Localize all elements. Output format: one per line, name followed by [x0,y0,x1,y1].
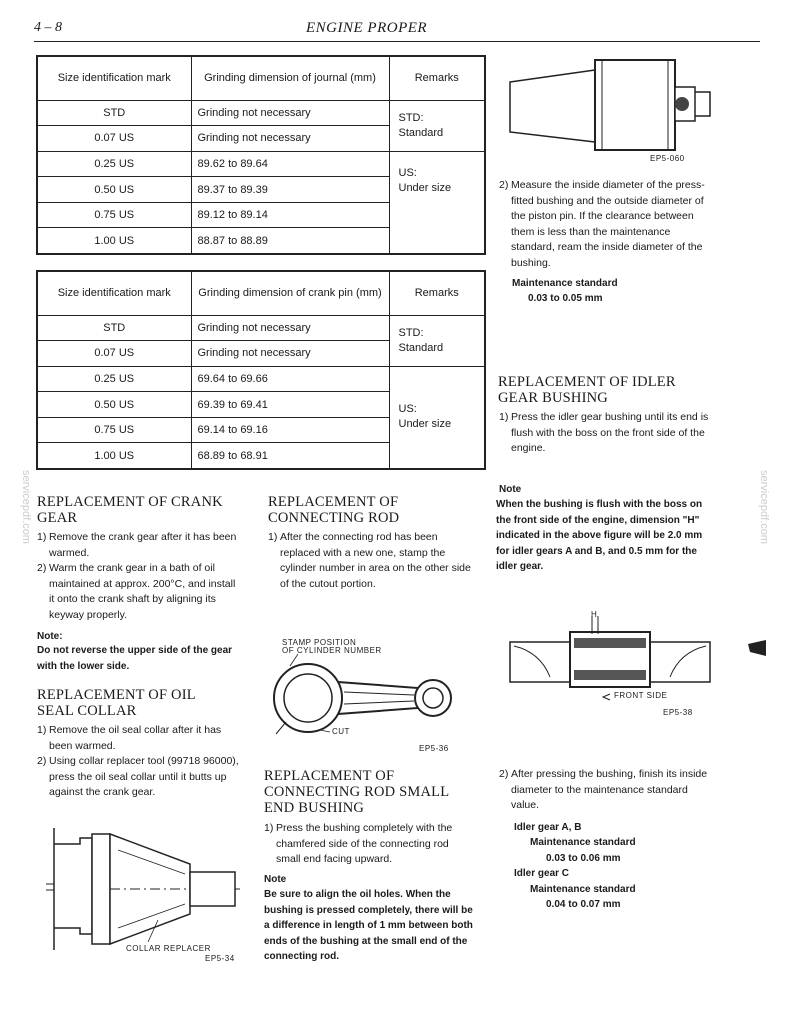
step-text: After pressing the bushing, finish its inside diameter to the maintenance standard value. [511,768,708,811]
maintenance-standard-label: Maintenance standard [512,278,618,289]
step-number: 1) [268,531,278,543]
table-header-row [37,56,485,100]
idler-gear-ab-label: Idler gear A, B [514,822,582,833]
size-mark-cell: 0.50 US [37,392,191,418]
remark-us-meaning: Under size [398,418,452,431]
step-text: After the connecting rod has been replaced with a new one, stamp the cylinder number in area on the other side of the cutout portion. [280,531,471,590]
journal-grinding-table [36,55,486,255]
collar-replacer-figure [40,824,245,954]
step-number: 1) [264,822,274,834]
connecting-rod-step-1 [268,530,474,592]
step-number: 2) [37,562,47,574]
figure-id: EP5-060 [650,154,685,163]
header-rule [34,41,760,42]
remark-cell [389,315,485,366]
watermark-text: servicepdf.com [758,470,770,544]
step-number: 1) [37,531,47,543]
grinding-dimension-cell: 89.62 to 89.64 [191,151,389,177]
note-label: Note [499,484,522,495]
edge-tab-marker [748,640,766,656]
remark-std-code: STD: [398,326,424,339]
grinding-dimension-cell: 69.64 to 69.66 [191,366,389,392]
table-row [37,151,485,177]
grinding-dimension-cell: Grinding not necessary [191,341,389,367]
collar-replacer-label: COLLAR REPLACER [126,944,211,953]
oil-seal-step-2 [37,754,243,801]
size-mark-cell: 1.00 US [37,443,191,469]
size-mark-cell: 0.25 US [37,151,191,177]
table-header-cell: Size identification mark [37,56,191,100]
idler-gear-figure [500,612,720,712]
idler-note: When the bushing is flush with the boss on the front side of the engine, dimension "H" indicated in the above figure will be 2.0 mm for idler gears A and B, and 0.5 mm for the idler gear. [496,499,703,572]
table-header-row [37,271,485,315]
maintenance-standard-label: Maintenance standard [530,884,636,895]
piston-pin-step-2 [499,178,711,271]
table-header-cell: Remarks [389,56,485,100]
grinding-dimension-cell: Grinding not necessary [191,315,389,341]
size-mark-cell: 0.50 US [37,177,191,203]
table-header-cell: Size identification mark [37,271,191,315]
page-number: 4 – 8 [34,20,62,35]
idler-gear-c-label: Idler gear C [514,868,570,879]
section-title-oil-seal-collar: REPLACEMENT OF OIL SEAL COLLAR [37,687,196,719]
grinding-dimension-cell: 68.89 to 68.91 [191,443,389,469]
oil-seal-step-1 [37,723,243,754]
bushing-press-figure [500,52,720,162]
small-end-note: Be sure to align the oil holes. When the bushing is pressed completely, there will be a difference in length of 1 mm between both ends of the bushing at the small end of the connecting rod. [264,889,473,962]
page-title: ENGINE PROPER [306,20,428,36]
step-text: Using collar replacer tool (99718 96000), press the oil seal collar until it butts up against the crank gear. [49,755,239,798]
step-number: 1) [37,724,47,736]
maintenance-standard-value: 0.03 to 0.06 mm [546,853,621,864]
grinding-dimension-cell: Grinding not necessary [191,126,389,152]
remark-us-meaning: Under size [398,181,452,194]
table-header-cell: Grinding dimension of journal (mm) [191,56,389,100]
remark-us-code: US: [398,166,417,179]
remark-us-code: US: [398,403,417,416]
step-number: 1) [499,411,509,423]
stamp-position-label-2: OF CYLINDER NUMBER [282,646,382,655]
step-text: Remove the oil seal collar after it has been warmed. [49,724,222,752]
step-number: 2) [499,768,509,780]
grinding-dimension-cell: 89.12 to 89.14 [191,202,389,228]
crankpin-grinding-table [36,270,486,470]
step-text: Warm the crank gear in a bath of oil maintained at approx. 200°C, and install it onto the crank shaft by aligning its keyway properly. [49,562,236,621]
table-header-cell: Grinding dimension of crank pin (mm) [191,271,389,315]
size-mark-cell: STD [37,315,191,341]
crank-gear-note: Do not reverse the upper side of the gear with the lower side. [37,645,233,672]
size-mark-cell: 0.07 US [37,126,191,152]
remark-std-meaning: Standard [398,126,444,139]
watermark-text: servicepdf.com [20,470,32,544]
size-mark-cell: 0.25 US [37,366,191,392]
size-mark-cell: STD [37,100,191,126]
cut-label: CUT [332,727,350,736]
crank-gear-step-2 [37,561,243,623]
small-end-step-1 [264,821,472,868]
front-side-label: FRONT SIDE [614,691,668,700]
idler-step-1 [499,410,711,457]
maintenance-standard-label: Maintenance standard [530,837,636,848]
step-number: 2) [499,179,509,191]
note-label: Note [264,874,287,885]
step-text: Press the idler gear bushing until its end is flush with the boss on the front side of the engine. [511,411,709,454]
remark-cell [389,100,485,151]
size-mark-cell: 1.00 US [37,228,191,254]
oil-seal-steps [37,723,243,801]
size-mark-cell: 0.75 US [37,417,191,443]
table-row [37,366,485,392]
note-label: Note: [37,631,63,642]
grinding-dimension-cell: 88.87 to 88.89 [191,228,389,254]
stamp-position-label: STAMP POSITION [282,638,357,647]
section-title-small-end-bushing: REPLACEMENT OF CONNECTING ROD SMALL END BUSHING [264,768,450,816]
size-mark-cell: 0.75 US [37,202,191,228]
table-row [37,100,485,126]
step-text: Press the bushing completely with the chamfered side of the connecting rod small end facing upward. [276,822,453,865]
crank-gear-step-1 [37,530,243,561]
dimension-h-label: H [591,610,598,619]
maintenance-standard-value: 0.04 to 0.07 mm [546,899,621,910]
figure-id: EP5-36 [419,744,449,753]
remark-std-meaning: Standard [398,341,444,354]
table-row [37,315,485,341]
figure-id: EP5-38 [663,708,693,717]
connecting-rod-figure [268,652,473,747]
grinding-dimension-cell: 69.14 to 69.16 [191,417,389,443]
grinding-dimension-cell: Grinding not necessary [191,100,389,126]
step-text: Remove the crank gear after it has been warmed. [49,531,237,559]
remark-std-code: STD: [398,111,424,124]
crank-gear-steps [37,530,243,623]
section-title-crank-gear: REPLACEMENT OF CRANK GEAR [37,494,223,526]
figure-id: EP5-34 [205,954,235,963]
table-header-cell: Remarks [389,271,485,315]
maintenance-standard-value: 0.03 to 0.05 mm [528,293,603,304]
size-mark-cell: 0.07 US [37,341,191,367]
grinding-dimension-cell: 69.39 to 69.41 [191,392,389,418]
section-title-connecting-rod: REPLACEMENT OF CONNECTING ROD [268,494,400,526]
remark-cell [389,366,485,468]
step-text: Measure the inside diameter of the press-fitted bushing and the outside diameter of the piston pin. If the clearance between them is less than the maintenance standard, ream the inside diameter of the bushing. [511,179,705,269]
idler-step-2 [499,767,711,814]
grinding-dimension-cell: 89.37 to 89.39 [191,177,389,203]
step-number: 2) [37,755,47,767]
remark-cell [389,151,485,253]
section-title-idler-gear: REPLACEMENT OF IDLER GEAR BUSHING [498,374,676,406]
